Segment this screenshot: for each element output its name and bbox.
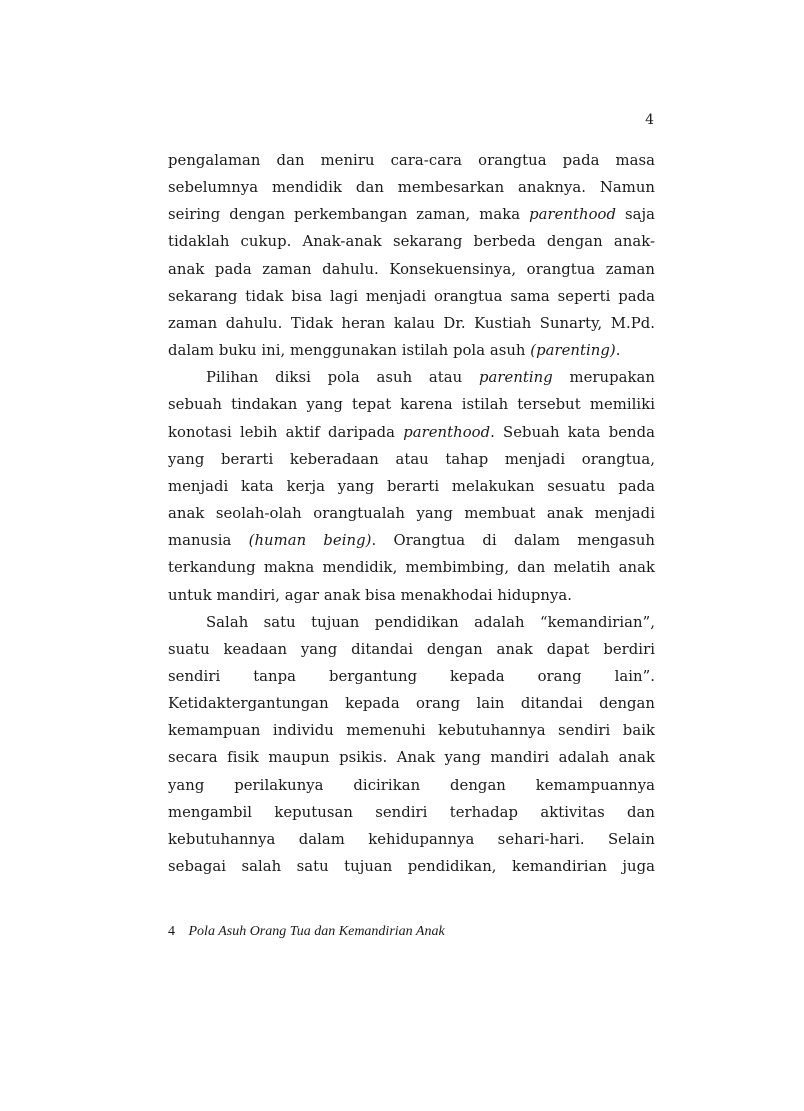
text-line-5: anak pada zaman dahulu. Konsekuensinya, orangtua zaman xyxy=(168,260,655,278)
text-line-7: zaman dahulu. Tidak heran kalau Dr. Kustiah Sunarty, M.Pd. xyxy=(168,314,655,332)
text-line-9: Pilihan diksi pola asuh atau parenting merupakan xyxy=(206,369,655,387)
footer-page-number: 4 xyxy=(168,924,175,939)
text-line-16: terkandung makna mendidik, membimbing, dan melatih anak xyxy=(168,559,655,577)
text-line-24: yang perilakunya dicirikan dengan kemampuannya xyxy=(168,776,655,794)
body-text xyxy=(168,147,655,880)
running-footer xyxy=(168,924,445,940)
text-line-1: pengalaman dan meniru cara-cara orangtua pada masa xyxy=(168,152,655,169)
text-line-12: yang berarti keberadaan atau tahap menjadi orangtua, xyxy=(168,450,655,468)
paragraph-3 xyxy=(168,609,655,881)
text-line-10: sebuah tindakan yang tepat karena istilah tersebut memiliki xyxy=(168,396,655,414)
text-line-26: kebutuhannya dalam kehidupannya sehari-hari. Selain xyxy=(168,830,655,848)
text-line-23: secara fisik maupun psikis. Anak yang mandiri adalah anak xyxy=(168,749,655,767)
text-line-22: kemampuan individu memenuhi kebutuhannya sendiri baik xyxy=(168,722,655,740)
paragraph-2 xyxy=(168,364,655,608)
text-line-8: dalam buku ini, menggunakan istilah pola asuh (parenting). xyxy=(168,342,621,360)
text-line-18: Salah satu tujuan pendidikan adalah “kemandirian”, xyxy=(206,613,655,631)
text-line-17: untuk mandiri, agar anak bisa menakhodai hidupnya. xyxy=(168,586,572,604)
paragraph-1 xyxy=(168,147,655,364)
text-line-4: tidaklah cukup. Anak-anak sekarang berbeda dengan anak- xyxy=(168,233,655,251)
text-line-21: Ketidaktergantungan kepada orang lain ditandai dengan xyxy=(168,695,655,713)
text-line-13: menjadi kata kerja yang berarti melakukan sesuatu pada xyxy=(168,477,655,495)
text-line-2: sebelumnya mendidik dan membesarkan anaknya. Namun xyxy=(168,179,655,197)
text-line-19: suatu keadaan yang ditandai dengan anak dapat berdiri xyxy=(168,640,655,658)
text-line-11: konotasi lebih aktif daripada parenthood. Sebuah kata benda xyxy=(168,423,655,441)
text-line-14: anak seolah-olah orangtualah yang membuat anak menjadi xyxy=(168,505,655,523)
page-number-top: 4 xyxy=(645,112,654,128)
text-line-25: mengambil keputusan sendiri terhadap aktivitas dan xyxy=(168,803,655,821)
text-line-20: sendiri tanpa bergantung kepada orang lain”. xyxy=(168,667,655,685)
text-line-3: seiring dengan perkembangan zaman, maka parenthood saja xyxy=(168,206,656,224)
footer-book-title: Pola Asuh Orang Tua dan Kemandirian Anak xyxy=(188,924,445,939)
text-line-6: sekarang tidak bisa lagi menjadi orangtua sama seperti pada xyxy=(168,287,655,305)
text-line-15: manusia (human being). Orangtua di dalam mengasuh xyxy=(168,532,655,550)
text-line-27: sebagai salah satu tujuan pendidikan, kemandirian juga xyxy=(168,858,655,876)
